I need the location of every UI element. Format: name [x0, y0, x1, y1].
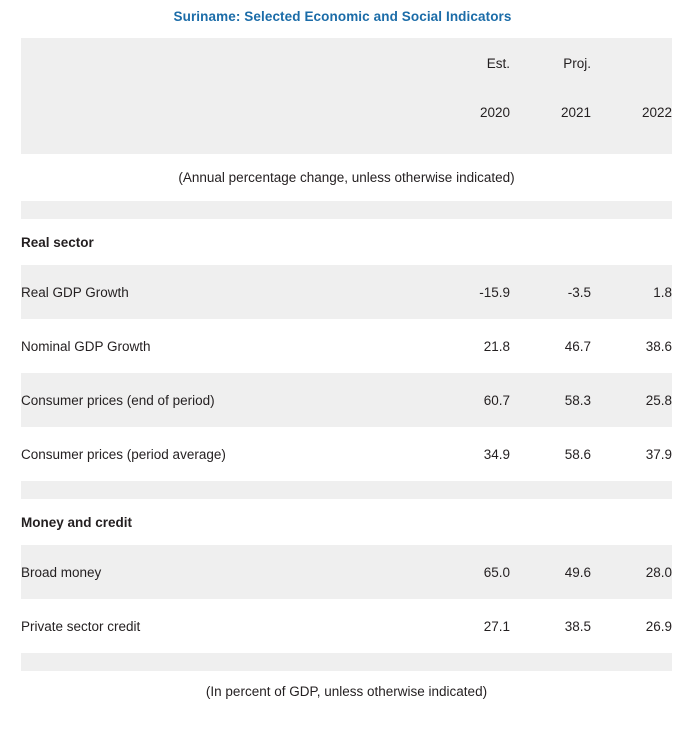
row-value-2020: 34.9: [430, 427, 510, 481]
row-value-2021: 46.7: [510, 319, 591, 373]
spacer-row: [21, 201, 672, 219]
spacer-cell: [21, 136, 672, 154]
section-title: Real sector: [21, 219, 672, 265]
page-title: Suriname: Selected Economic and Social Indicators: [173, 9, 512, 24]
indicators-table: [21, 38, 672, 711]
header-proj-label: Proj.: [510, 38, 591, 89]
section-title: Money and credit: [21, 499, 672, 545]
section-header-real-sector: [21, 219, 672, 265]
table-row: [21, 373, 672, 427]
year-2022: 2022: [591, 89, 672, 136]
row-value-2021: -3.5: [510, 265, 591, 319]
spacer-cell: [21, 201, 672, 219]
table-row: [21, 599, 672, 653]
row-label: Real GDP Growth: [21, 265, 430, 319]
row-value-2022: 37.9: [591, 427, 672, 481]
table-row: [21, 265, 672, 319]
row-value-2021: 58.6: [510, 427, 591, 481]
spacer-row: [21, 653, 672, 671]
row-value-2022: 1.8: [591, 265, 672, 319]
note-row-annual: [21, 154, 672, 201]
row-label: Consumer prices (period average): [21, 427, 430, 481]
row-value-2021: 38.5: [510, 599, 591, 653]
row-value-2020: 27.1: [430, 599, 510, 653]
header-proj-blank: [591, 38, 672, 89]
note-row-percent-gdp: [21, 671, 672, 711]
row-value-2020: 60.7: [430, 373, 510, 427]
row-value-2020: -15.9: [430, 265, 510, 319]
spacer-row: [21, 481, 672, 499]
spacer-cell: [21, 653, 672, 671]
header-blank-cell: [21, 38, 430, 89]
table-row: [21, 319, 672, 373]
row-value-2021: 49.6: [510, 545, 591, 599]
row-label: Broad money: [21, 545, 430, 599]
row-label: Private sector credit: [21, 599, 430, 653]
year-2021: 2021: [510, 89, 591, 136]
row-value-2022: 25.8: [591, 373, 672, 427]
table-row: [21, 427, 672, 481]
spacer-row: [21, 136, 672, 154]
table-header-row: [21, 38, 672, 89]
year-blank-cell: [21, 89, 430, 136]
row-value-2021: 58.3: [510, 373, 591, 427]
row-label: Consumer prices (end of period): [21, 373, 430, 427]
section-header-money-and-credit: [21, 499, 672, 545]
row-value-2020: 21.8: [430, 319, 510, 373]
spacer-cell: [21, 481, 672, 499]
header-est-label: Est.: [430, 38, 510, 89]
row-value-2022: 28.0: [591, 545, 672, 599]
row-label: Nominal GDP Growth: [21, 319, 430, 373]
year-2020: 2020: [430, 89, 510, 136]
note-annual-percentage: (Annual percentage change, unless otherwise indicated): [21, 154, 672, 201]
note-percent-of-gdp: (In percent of GDP, unless otherwise indicated): [21, 671, 672, 711]
row-value-2022: 26.9: [591, 599, 672, 653]
table-year-row: [21, 89, 672, 136]
row-value-2020: 65.0: [430, 545, 510, 599]
row-value-2022: 38.6: [591, 319, 672, 373]
table-row: [21, 545, 672, 599]
